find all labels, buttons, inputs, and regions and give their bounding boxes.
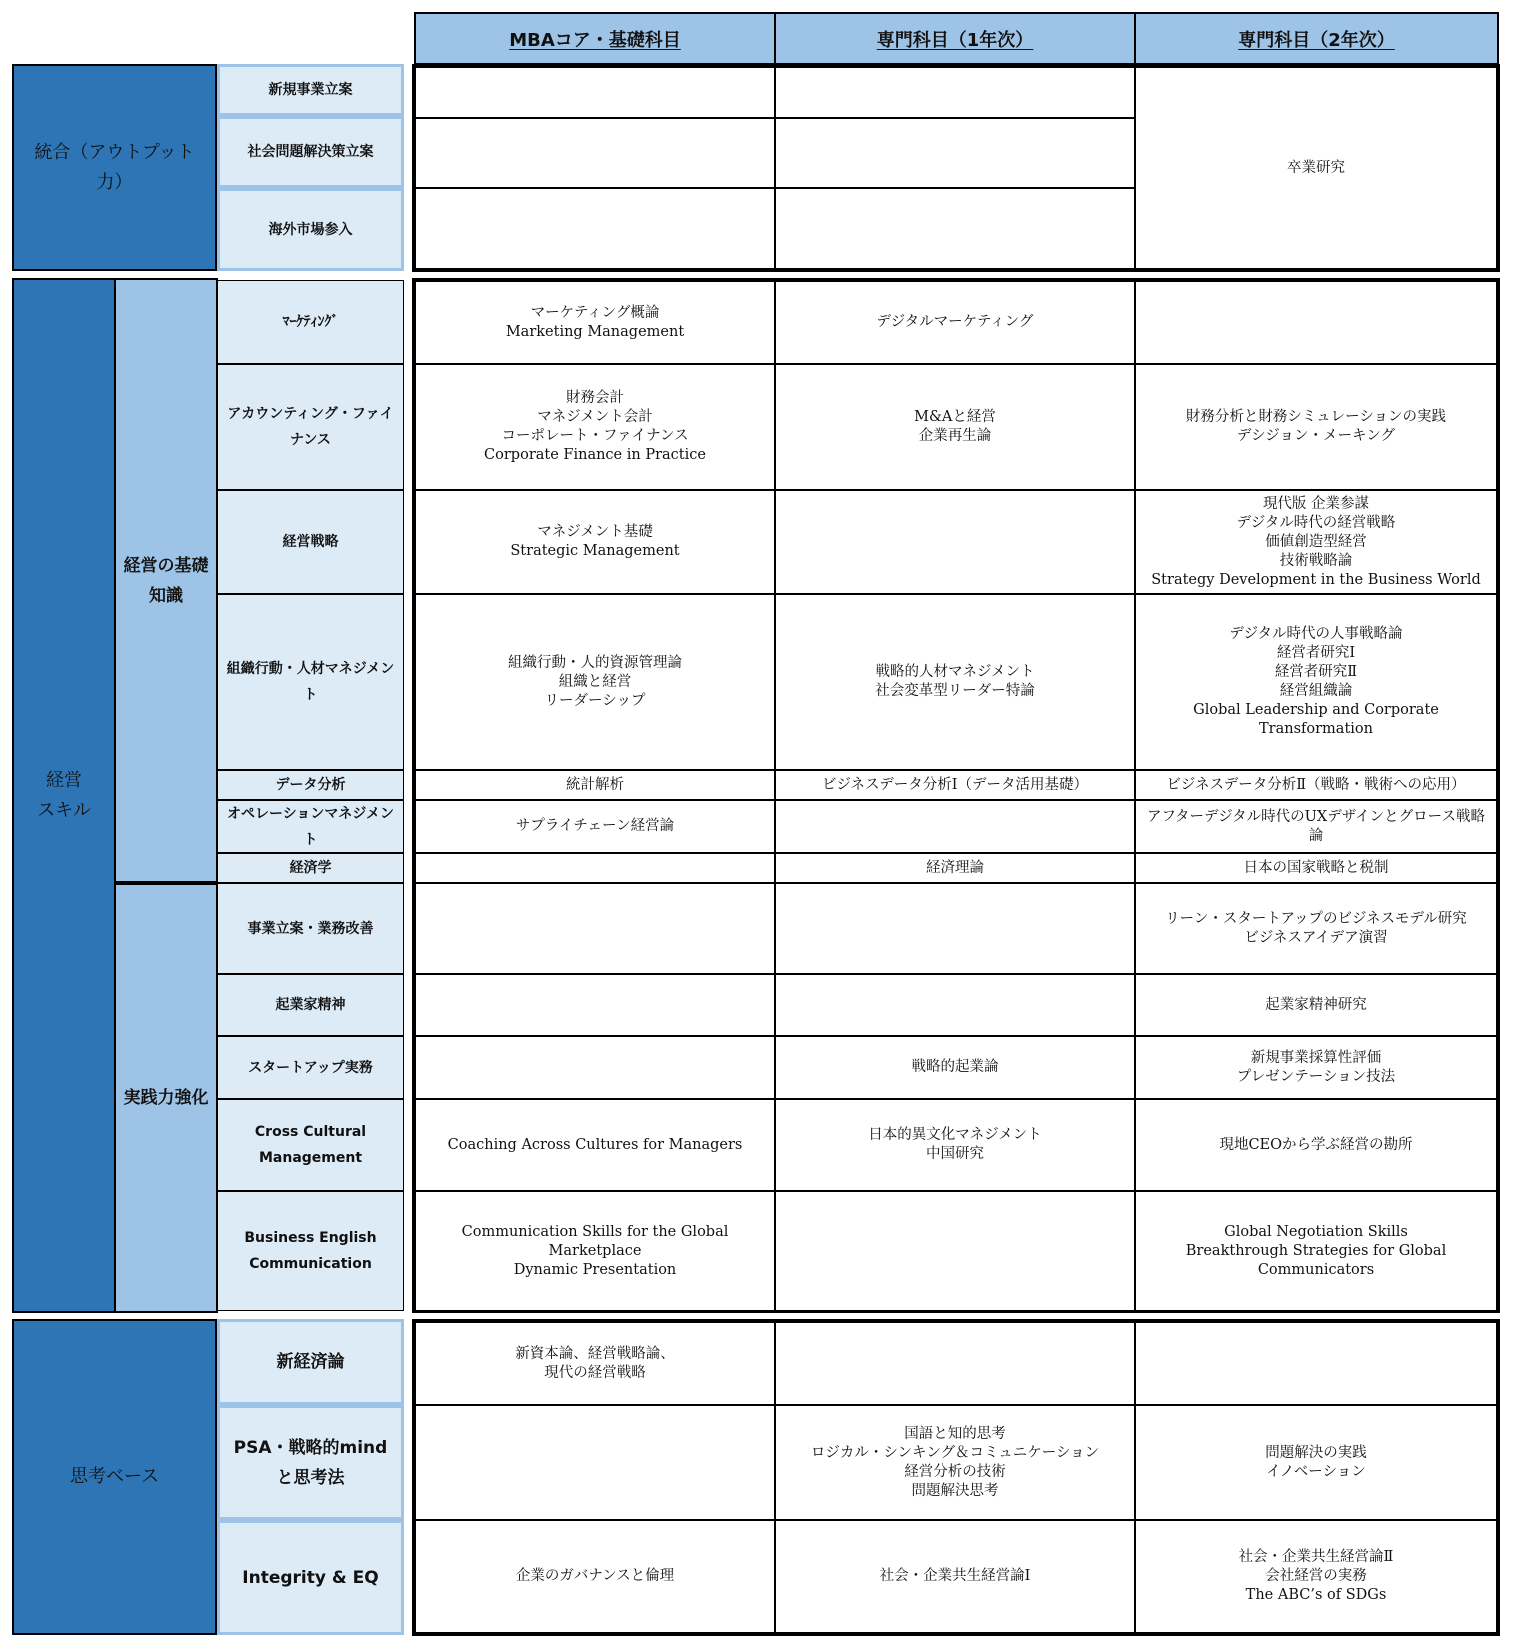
course-cell <box>775 974 1135 1036</box>
course-cell: Coaching Across Cultures for Managers <box>415 1099 775 1191</box>
course-cell: 新資本論、経営戦略論、 現代の経営戦略 <box>415 1322 775 1405</box>
row-label: スタートアップ実務 <box>217 1036 404 1099</box>
course-cell <box>415 118 775 188</box>
course-cell: 卒業研究 <box>1135 67 1497 269</box>
row-label: Business English Communication <box>217 1191 404 1311</box>
course-cell: 現代版 企業参謀 デジタル時代の経営戦略 価値創造型経営 技術戦略論 Strategy Development in the Business World <box>1135 490 1497 594</box>
course-cell: デジタルマーケティング <box>775 281 1135 364</box>
course-cell: 財務分析と財務シミュレーションの実践 デシジョン・メーキング <box>1135 364 1497 490</box>
row-label: ﾏｰｹﾃｨﾝｸﾞ <box>217 280 404 364</box>
course-cell: 日本的異文化マネジメント 中国研究 <box>775 1099 1135 1191</box>
row-label: Cross Cultural Management <box>217 1099 404 1191</box>
course-cell: 日本の国家戦略と税制 <box>1135 853 1497 883</box>
row-label: 経営戦略 <box>217 490 404 594</box>
course-cell <box>775 118 1135 188</box>
course-cell: アフターデジタル時代のUXデザインとグロース戦略論 <box>1135 800 1497 853</box>
course-cell <box>1135 281 1497 364</box>
course-cell: ビジネスデータ分析Ⅱ（戦略・戦術への応用） <box>1135 770 1497 800</box>
course-cell: 起業家精神研究 <box>1135 974 1497 1036</box>
course-cell <box>415 883 775 974</box>
course-cell: 経済理論 <box>775 853 1135 883</box>
course-cell: 統計解析 <box>415 770 775 800</box>
group-foundation: 経営の基礎知識 <box>114 278 218 883</box>
course-cell <box>775 1191 1135 1311</box>
row-label: 社会問題解決策立案 <box>217 116 404 188</box>
column-header-year1: 専門科目（1年次） <box>774 12 1136 65</box>
row-label: 海外市場参入 <box>217 188 404 271</box>
course-cell <box>415 974 775 1036</box>
course-cell: Global Negotiation Skills Breakthrough Strategies for Global Communicators <box>1135 1191 1497 1311</box>
course-cell <box>1135 1322 1497 1405</box>
row-label: オペレーションマネジメント <box>217 800 404 853</box>
course-cell <box>415 1405 775 1520</box>
column-header-core: MBAコア・基礎科目 <box>414 12 776 65</box>
course-cell <box>415 1036 775 1099</box>
row-label: Integrity & EQ <box>217 1520 404 1635</box>
course-cell <box>775 800 1135 853</box>
column-header-year2: 専門科目（2年次） <box>1134 12 1499 65</box>
row-label: 経済学 <box>217 853 404 883</box>
row-label: PSA・戦略的mindと思考法 <box>217 1405 404 1520</box>
course-cell: サプライチェーン経営論 <box>415 800 775 853</box>
row-label: 新経済論 <box>217 1319 404 1405</box>
row-label: 新規事業立案 <box>217 64 404 116</box>
course-cell: 新規事業採算性評価 プレゼンテーション技法 <box>1135 1036 1497 1099</box>
course-cell <box>775 67 1135 118</box>
course-cell: 企業のガバナンスと倫理 <box>415 1520 775 1633</box>
course-cell: ビジネスデータ分析Ⅰ（データ活用基礎） <box>775 770 1135 800</box>
course-cell: リーン・スタートアップのビジネスモデル研究 ビジネスアイデア演習 <box>1135 883 1497 974</box>
row-label: アカウンティング・ファイナンス <box>217 364 404 490</box>
group-thinking: 思考ベース <box>12 1319 217 1635</box>
course-cell: デジタル時代の人事戦略論 経営者研究Ⅰ 経営者研究Ⅱ 経営組織論 Global Leadership and Corporate Transformation <box>1135 594 1497 770</box>
course-cell: M&Aと経営 企業再生論 <box>775 364 1135 490</box>
course-cell <box>415 188 775 269</box>
row-label: データ分析 <box>217 770 404 800</box>
course-cell: 国語と知的思考 ロジカル・シンキング＆コミュニケーション 経営分析の技術 問題解決思考 <box>775 1405 1135 1520</box>
course-cell: Communication Skills for the Global Marketplace Dynamic Presentation <box>415 1191 775 1311</box>
course-cell <box>415 67 775 118</box>
course-cell: 財務会計 マネジメント会計 コーポレート・ファイナンス Corporate Finance in Practice <box>415 364 775 490</box>
group-management-skills: 経営 スキル <box>12 278 116 1313</box>
course-cell: 社会・企業共生経営論Ⅱ 会社経営の実務 The ABC’s of SDGs <box>1135 1520 1497 1633</box>
course-cell: マーケティング概論 Marketing Management <box>415 281 775 364</box>
course-cell: 戦略的起業論 <box>775 1036 1135 1099</box>
group-practice: 実践力強化 <box>114 883 218 1313</box>
row-label: 組織行動・人材マネジメント <box>217 594 404 770</box>
course-cell <box>775 490 1135 594</box>
course-cell: マネジメント基礎 Strategic Management <box>415 490 775 594</box>
course-cell: 組織行動・人的資源管理論 組織と経営 リーダーシップ <box>415 594 775 770</box>
course-cell <box>775 1322 1135 1405</box>
course-cell <box>775 188 1135 269</box>
row-label: 事業立案・業務改善 <box>217 883 404 974</box>
course-cell: 現地CEOから学ぶ経営の勘所 <box>1135 1099 1497 1191</box>
course-cell <box>415 853 775 883</box>
course-cell <box>775 883 1135 974</box>
course-cell: 戦略的人材マネジメント 社会変革型リーダー特論 <box>775 594 1135 770</box>
row-label: 起業家精神 <box>217 974 404 1036</box>
course-cell: 問題解決の実践 イノベーション <box>1135 1405 1497 1520</box>
course-cell: 社会・企業共生経営論Ⅰ <box>775 1520 1135 1633</box>
group-integration: 統合（アウトプット力） <box>12 64 217 271</box>
